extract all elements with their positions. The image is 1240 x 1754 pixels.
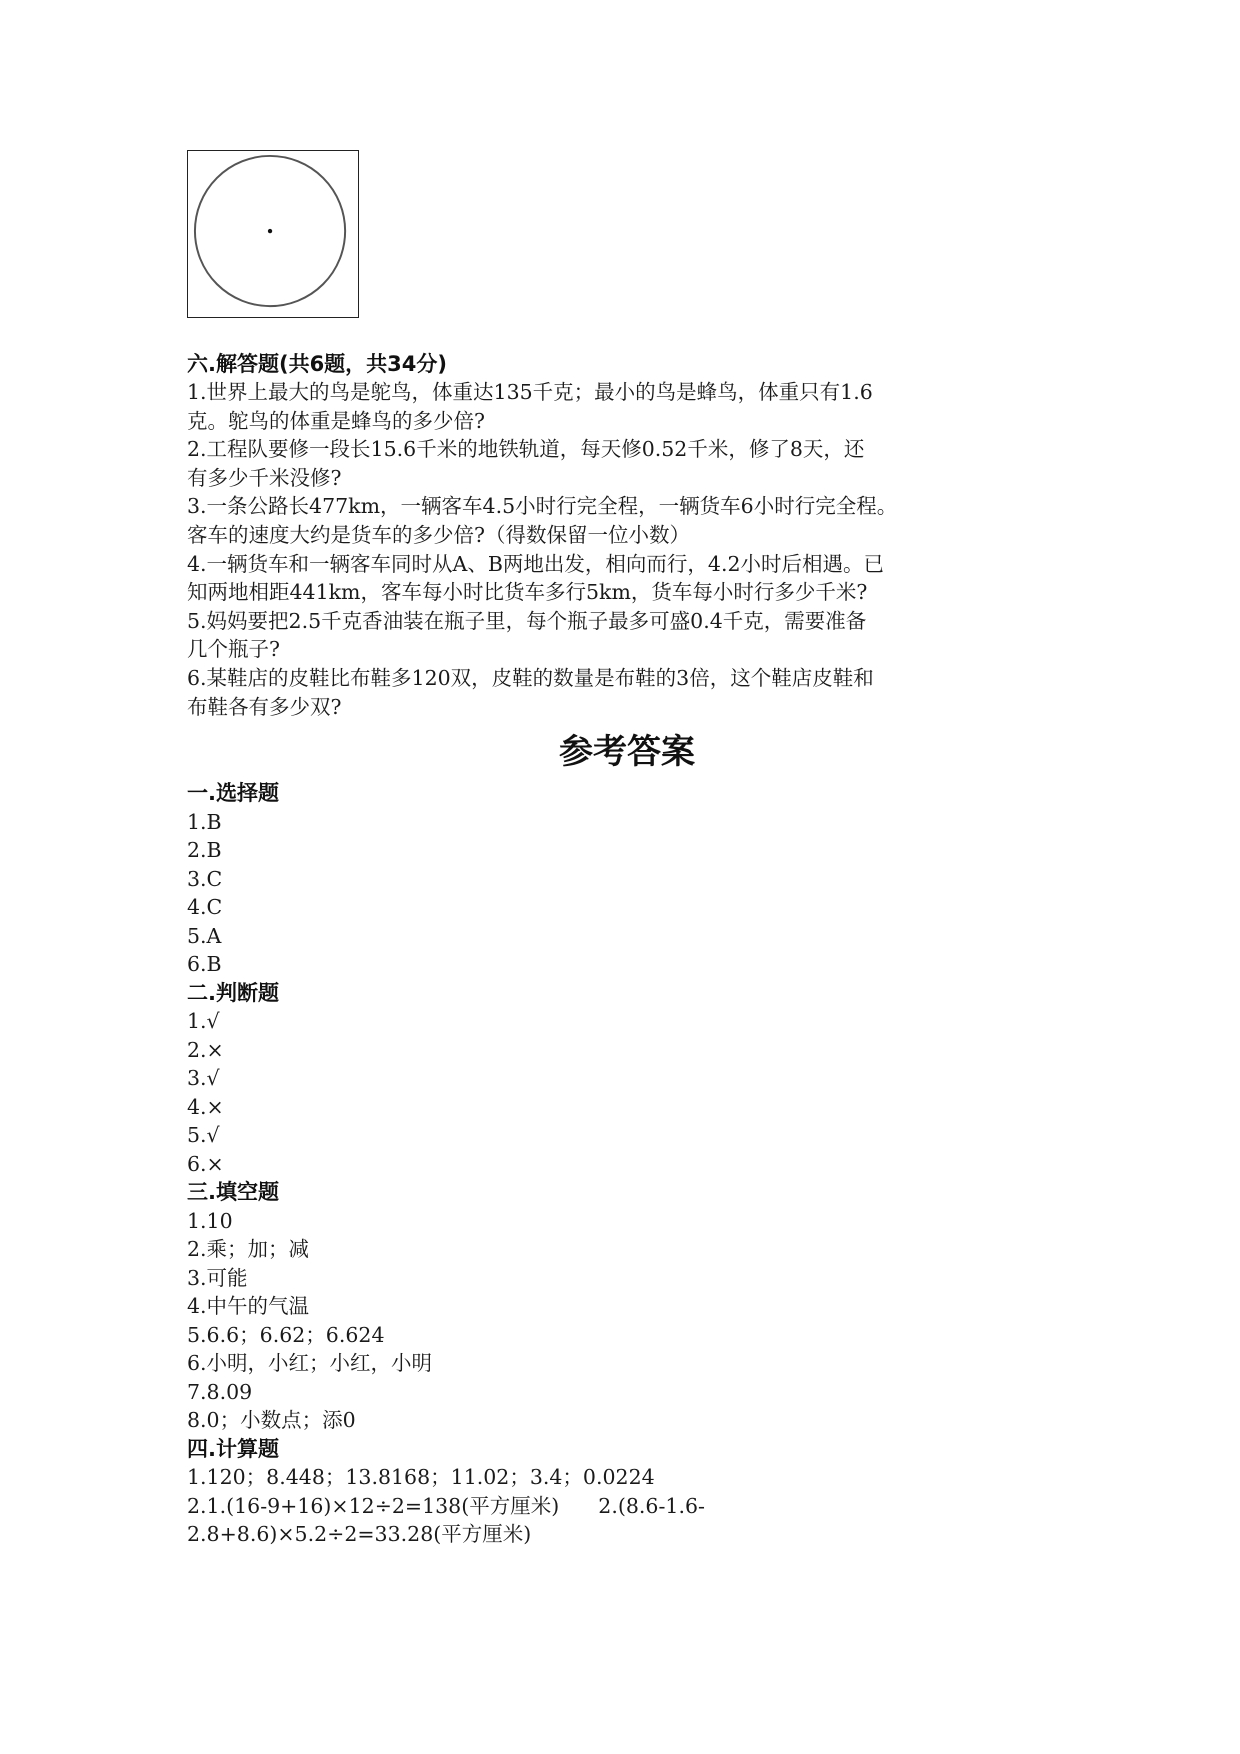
answer-item: 1.B xyxy=(187,809,222,834)
answer-item: 5.A xyxy=(187,923,222,948)
problem-item: 2.工程队要修一段长15.6千米的地铁轨道，每天修0.52千米，修了8天，还 有多少千米没修? xyxy=(187,437,865,490)
problem-item: 4.一辆货车和一辆客车同时从A、B两地出发，相向而行，4.2小时后相遇。已 知两地相距441km，客车每小时比货车多行5km，货车每小时行多少千米? xyxy=(187,551,885,605)
answer-item: 4.C xyxy=(187,895,223,920)
answer-item: 6.B xyxy=(187,952,222,977)
answer-item: 1.10 xyxy=(187,1208,233,1233)
answer-item: 5.6.6；6.62；6.624 xyxy=(187,1322,385,1347)
answer-item: 4.× xyxy=(187,1094,224,1119)
circle-diagram xyxy=(188,151,358,317)
answer-item: 6.× xyxy=(187,1151,224,1176)
main-content xyxy=(187,350,1067,1549)
answer-item: 8.0；小数点；添0 xyxy=(187,1408,356,1433)
answer-item: 1.√ xyxy=(187,1009,220,1034)
answer-section-judgment xyxy=(187,979,1067,1179)
answer-item: 1.120；8.448；13.8168；11.02；3.4；0.0224 xyxy=(187,1465,655,1490)
answer-item: 2.8+8.6)×5.2÷2=33.28(平方厘米) xyxy=(187,1522,532,1547)
problem-item: 3.一条公路长477km，一辆客车4.5小时行完全程，一辆货车6小时行完全程。 客车的速度大约是货车的多少倍?（得数保留一位小数） xyxy=(187,494,898,547)
answer-section-calculation xyxy=(187,1435,1067,1549)
answer-item: 3.C xyxy=(187,866,223,891)
answer-section-heading: 二.判断题 xyxy=(187,980,279,1005)
answers-title: 参考答案 xyxy=(559,732,695,773)
problem-section xyxy=(187,350,1067,721)
answer-item: 4.中午的气温 xyxy=(187,1294,310,1319)
answer-item: 5.√ xyxy=(187,1123,220,1148)
answer-section-heading: 四.计算题 xyxy=(187,1436,279,1461)
answer-item: 2.乘；加；减 xyxy=(187,1237,310,1262)
answer-section-heading: 一.选择题 xyxy=(187,781,279,806)
answer-item: 3.可能 xyxy=(187,1265,248,1290)
answer-item: 2.1.(16-9+16)×12÷2=138(平方厘米) 2.(8.6-1.6- xyxy=(187,1493,705,1518)
answer-item: 7.8.09 xyxy=(187,1379,253,1404)
circle-center-point xyxy=(268,229,272,233)
answer-section-choice xyxy=(187,779,1067,979)
circle-figure xyxy=(187,150,359,318)
section-heading: 六.解答题(共6题，共34分) xyxy=(187,352,448,376)
answer-section-heading: 三.填空题 xyxy=(187,1180,279,1205)
answer-section-fill xyxy=(187,1178,1067,1435)
answer-item: 3.√ xyxy=(187,1066,220,1091)
answer-item: 6.小明，小红；小红，小明 xyxy=(187,1351,433,1376)
answer-item: 2.B xyxy=(187,838,222,863)
problem-item: 1.世界上最大的鸟是鸵鸟，体重达135千克；最小的鸟是蜂鸟，体重只有1.6 克。鸵鸟的体重是蜂鸟的多少倍? xyxy=(187,380,873,433)
problem-item: 6.某鞋店的皮鞋比布鞋多120双，皮鞋的数量是布鞋的3倍，这个鞋店皮鞋和 布鞋各有多少双? xyxy=(187,665,874,719)
problem-item: 5.妈妈要把2.5千克香油装在瓶子里，每个瓶子最多可盛0.4千克，需要准备 几个瓶子? xyxy=(187,608,867,662)
answer-item: 2.× xyxy=(187,1037,224,1062)
